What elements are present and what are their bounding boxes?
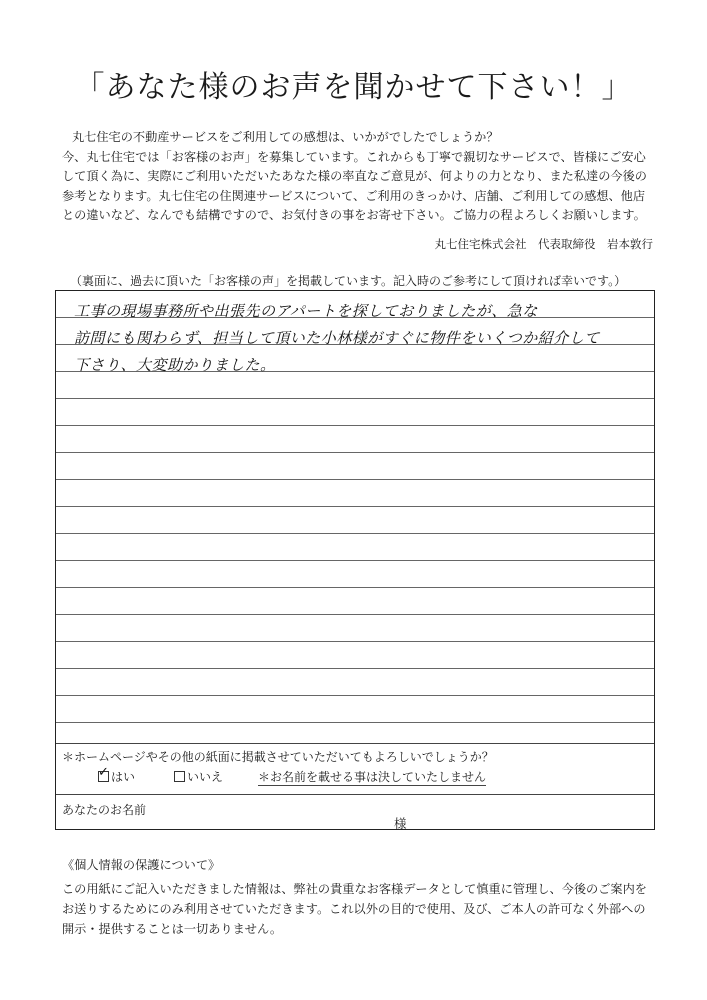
comment-form xyxy=(55,290,655,830)
handwritten-line: 下さり、大変助かりました。 xyxy=(74,356,276,374)
option-no-label: いいえ xyxy=(187,770,224,784)
intro-line: 今、丸七住宅では「お客様のお声」を募集しています。これからも丁寧で親切なサービスで、皆様にご安心 xyxy=(62,149,646,164)
permission-question: ＊ホームページやその他の紙面に掲載させていただいてもよろしいでしょうか？ xyxy=(62,750,494,764)
handwritten-comment xyxy=(74,298,654,379)
intro-line: 丸七住宅の不動産サービスをご利用しての感想は、いかがでしたでしょうか？ xyxy=(72,130,499,144)
intro-line: して頂く為に、実際にご利用いただいたあなた様の率直なご意見が、何よりの力となり、また私達の今後の xyxy=(62,169,647,184)
name-privacy-note: ＊お名前を載せる事は決していたしません xyxy=(258,770,487,784)
name-honorific: 様 xyxy=(394,816,407,831)
reference-note: （裏面に、過去に頂いた「お客様の声」を掲載しています。記入時のご参考にして頂ければ幸いです。） xyxy=(70,274,627,288)
intro-text xyxy=(62,128,662,226)
checkbox-no[interactable] xyxy=(174,771,185,782)
company-signature: 丸七住宅株式会社 代表取締役 岩本敦行 xyxy=(434,237,653,251)
publish-permission-section xyxy=(56,743,654,795)
privacy-text xyxy=(62,879,672,939)
privacy-line: 開示・提供することは一切ありません。 xyxy=(62,922,283,936)
privacy-line: この用紙にご記入いただきました情報は、弊社の貴重なお客様データとして慎重に管理し、今後のご案内を xyxy=(62,882,647,896)
intro-line: 参考となります。丸七住宅の住関連サービスについて、ご利用のきっかけ、店舗、ご利用しての感想、他店 xyxy=(62,188,646,203)
option-yes[interactable] xyxy=(98,765,136,785)
handwritten-line: 訪問にも関わらず、担当して頂いた小林様がすぐに物件をいくつか紹介して xyxy=(74,329,600,347)
checkbox-yes[interactable] xyxy=(98,765,109,782)
page-title: 「あなた様のお声を聞かせて下さい！」 xyxy=(74,70,633,105)
option-no[interactable] xyxy=(174,768,223,785)
comment-lines-area[interactable] xyxy=(56,291,654,741)
privacy-heading: 《個人情報の保護について》 xyxy=(62,858,221,872)
option-yes-label: はい xyxy=(111,770,136,784)
handwritten-line: 工事の現場事務所や出張先のアパートを探しておりましたが、急な xyxy=(74,302,538,320)
name-field-label: あなたのお名前 xyxy=(62,803,147,817)
privacy-line: お送りするためにのみ利用させていただきます。これ以外の目的で使用、及び、ご本人の許可なく外部への xyxy=(62,902,646,916)
intro-line: との違いなど、なんでも結構ですので、お気付きの事をお寄せ下さい。ご協力の程よろしくお願いします。 xyxy=(62,208,646,223)
check-mark-icon: ✓ xyxy=(98,765,109,780)
